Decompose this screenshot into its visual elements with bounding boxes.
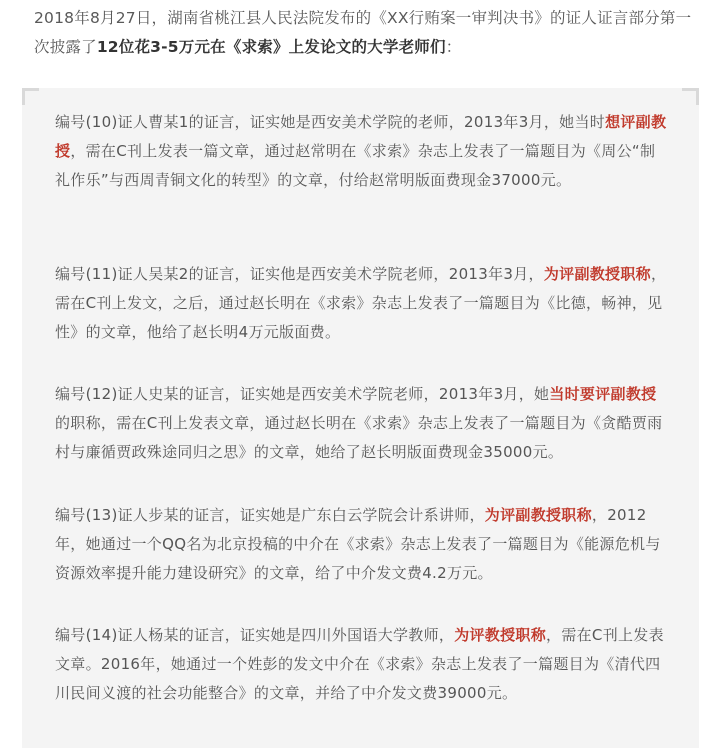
testimony-paragraph: [55, 621, 670, 708]
testimony-quote-box: [22, 88, 699, 748]
testimony-highlight: 为评教授职称: [454, 626, 547, 644]
testimony-text: 编号(14)证人杨某的证言，证实她是四川外国语大学教师，: [55, 626, 455, 644]
testimony-highlight: 为评副教授职称: [543, 265, 651, 283]
testimony-text: ，需在C刊上发文，之后，通过赵长明在《求索》杂志上发表了一篇题目为《比德，畅神，见性》的文章，他给了赵长明4万元版面费。: [55, 265, 667, 341]
testimony-highlight: 想评副教授: [55, 113, 667, 160]
quote-corner-top-left: [22, 88, 39, 105]
testimony-paragraph: [55, 501, 670, 588]
testimony-highlight: 当时要评副教授: [549, 385, 657, 403]
testimony-text: ，2012年，她通过一个QQ名为北京投稿的中介在《求索》杂志上发表了一篇题目为《能源危机与资源效率提升能力建设研究》的文章，给了中介发文费4.2万元。: [55, 506, 661, 582]
testimony-paragraph: [55, 108, 670, 195]
testimony-paragraph: [55, 380, 670, 467]
testimony-paragraph: [55, 260, 670, 347]
quote-corner-top-right: [682, 88, 699, 105]
testimony-text: 编号(12)证人史某的证言，证实她是西安美术学院老师，2013年3月，她: [55, 385, 550, 403]
intro-text: 2018年8月27日，湖南省桃江县人民法院发布的《XX行贿案一审判决书》的证人证言部分第一次披露了: [34, 9, 692, 56]
testimony-text: ，需在C刊上发表文章。2016年，她通过一个姓彭的发文中介在《求索》杂志上发表了一篇题目为《清代四川民间义渡的社会功能整合》的文章，并给了中介发文费39000元。: [55, 626, 664, 702]
intro-paragraph: [34, 4, 704, 62]
testimony-text: 编号(13)证人步某的证言，证实她是广东白云学院会计系讲师，: [55, 506, 485, 524]
testimony-text: 的职称，需在C刊上发表文章，通过赵长明在《求索》杂志上发表了一篇题目为《贪酷贾雨村与廉循贾政殊途同归之思》的文章，她给了赵长明版面费现金35000元。: [55, 414, 663, 461]
testimony-text: 编号(10)证人曹某1的证言，证实她是西安美术学院的老师，2013年3月，她当时: [55, 113, 606, 131]
testimony-text: ，需在C刊上发表一篇文章，通过赵常明在《求索》杂志上发表了一篇题目为《周公“制礼作乐”与西周青铜文化的转型》的文章，付给赵常明版面费现金37000元。: [55, 142, 656, 189]
intro-colon: ：: [445, 38, 462, 56]
intro-bold-text: 12位花3-5万元在《求索》上发论文的大学老师们: [96, 38, 446, 56]
testimony-highlight: 为评副教授职称: [484, 506, 592, 524]
testimony-text: 编号(11)证人吴某2的证言，证实他是西安美术学院老师，2013年3月，: [55, 265, 544, 283]
